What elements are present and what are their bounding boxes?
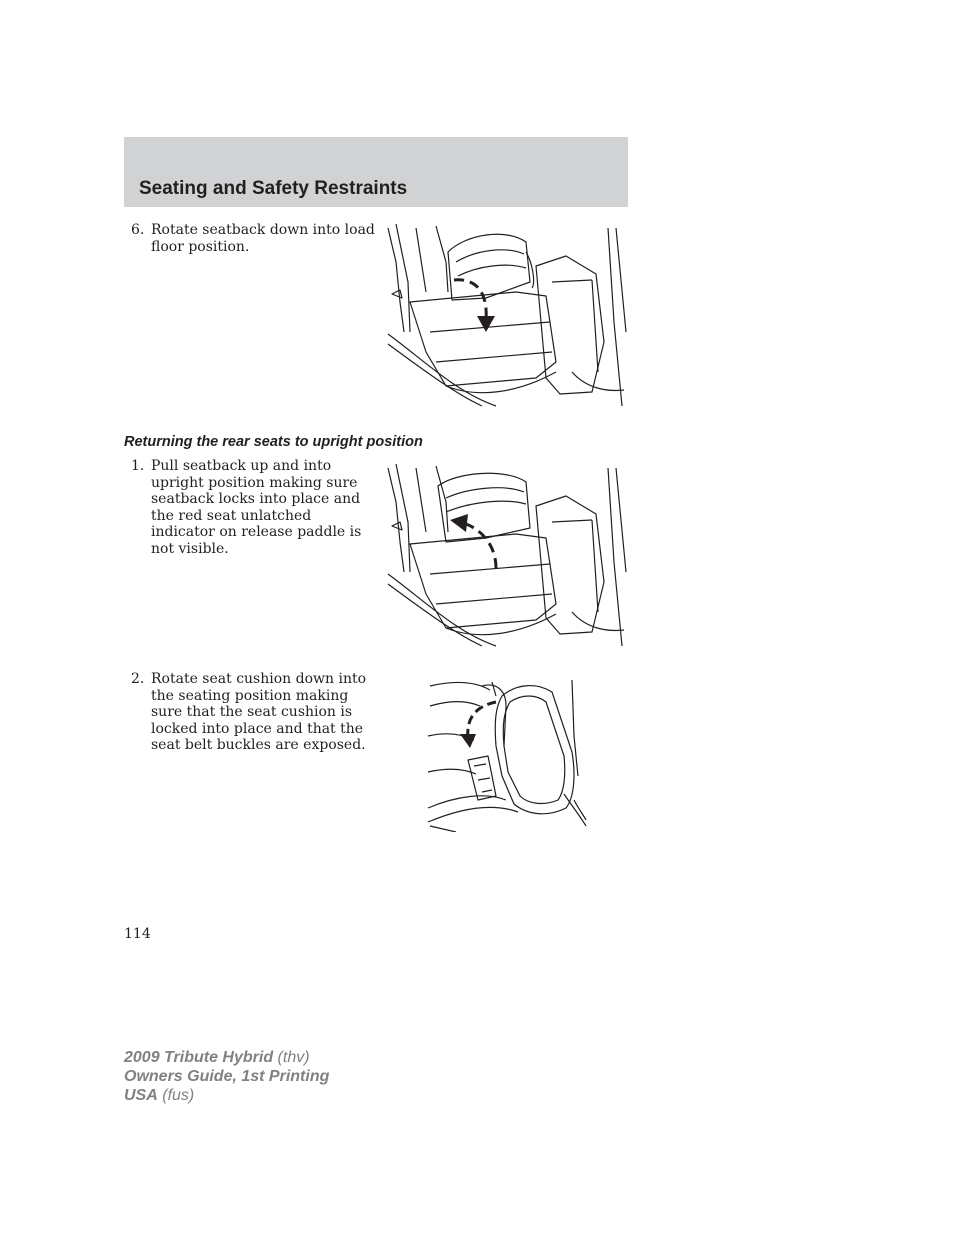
footer-line-2: [124, 1067, 329, 1086]
footer-model: 2009 Tribute Hybrid: [124, 1049, 274, 1066]
section-header-band: [124, 137, 628, 207]
step-1: [131, 458, 381, 557]
step-6: [131, 222, 381, 262]
footer-line-1: [124, 1048, 329, 1067]
footer-market: USA: [124, 1087, 158, 1104]
step-text: Rotate seat cushion down into the seating position making sure that the seat cushion is locked into place and that the seat belt buckles are exposed.: [151, 671, 367, 753]
step-number: 1.: [131, 458, 145, 474]
subheading: Returning the rear seats to upright position: [124, 434, 423, 450]
step-text: Pull seatback up and into upright position making sure seatback locks into place and the red seat unlatched indicator on release paddle is not visible.: [151, 458, 362, 557]
footer-guide: Owners Guide, 1st Printing: [124, 1068, 330, 1085]
footer-line-3: [124, 1086, 329, 1105]
seatback-down-illustration: [386, 222, 630, 408]
step-text: Rotate seatback down into load floor position.: [151, 222, 375, 255]
page-number: 114: [124, 926, 151, 942]
footer: [124, 1048, 329, 1105]
step-2: [131, 671, 381, 755]
footer-model-code: (thv): [277, 1049, 310, 1066]
step-number: 2.: [131, 671, 145, 687]
section-title: Seating and Safety Restraints: [139, 178, 408, 199]
seatback-up-illustration: [386, 462, 630, 648]
seat-cushion-down-illustration: [426, 676, 588, 832]
footer-market-code: (fus): [162, 1087, 195, 1104]
step-number: 6.: [131, 222, 145, 238]
